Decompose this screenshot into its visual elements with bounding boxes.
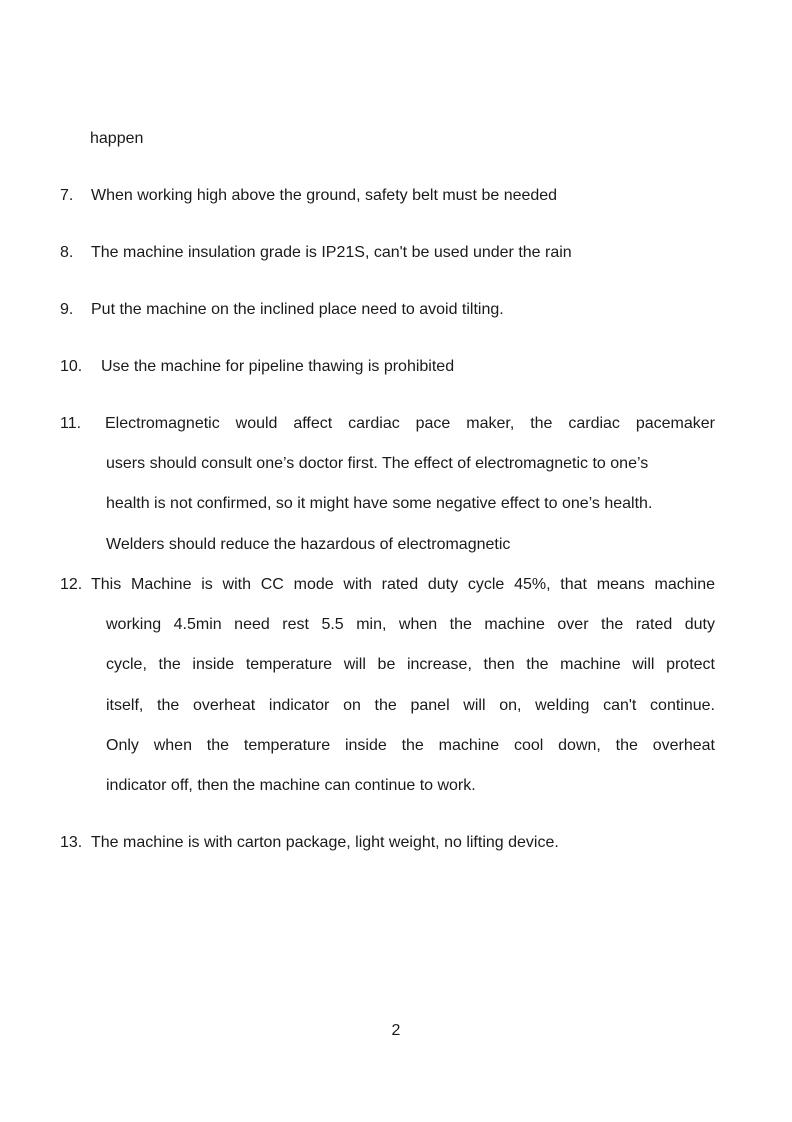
item-text-line: health is not confirmed, so it might have some negative effect to one’s health. [106, 495, 653, 512]
item-number: 7. [60, 187, 74, 204]
item-text: When working high above the ground, safety belt must be needed [91, 187, 558, 204]
item-number: 12. [60, 576, 83, 593]
list-item [60, 357, 454, 377]
list-item [60, 186, 557, 206]
item-text: The machine insulation grade is IP21S, can't be used under the rain [91, 244, 572, 261]
continuation-text: happen [90, 130, 144, 147]
item-number: 9. [60, 301, 74, 318]
item-text: Put the machine on the inclined place need to avoid tilting. [91, 301, 504, 318]
item-text-line: Only when the temperature inside the machine cool down, the overheat [106, 737, 715, 754]
item-text-line: This Machine is with CC mode with rated duty cycle 45%, that means machine [91, 576, 715, 593]
page-number: 2 [391, 1022, 401, 1039]
item-text: Use the machine for pipeline thawing is prohibited [101, 358, 455, 375]
item-number: 8. [60, 244, 74, 261]
item-text-line: cycle, the inside temperature will be increase, then the machine will protect [106, 656, 715, 673]
item-number: 10. [60, 358, 83, 375]
item-text-line: indicator off, then the machine can continue to work. [106, 777, 476, 794]
item-number: 13. [60, 834, 83, 851]
list-item [60, 243, 572, 263]
item-text: The machine is with carton package, light weight, no lifting device. [91, 834, 559, 851]
item-text-line: users should consult one’s doctor first. The effect of electromagnetic to one’s [106, 455, 649, 472]
list-item [60, 300, 504, 320]
item-number: 11. [60, 415, 82, 432]
item-text-line: Welders should reduce the hazardous of electromagnetic [106, 536, 511, 553]
list-item [60, 833, 559, 853]
item-text-line: Electromagnetic would affect cardiac pace maker, the cardiac pacemaker [105, 415, 715, 432]
item-text-line: working 4.5min need rest 5.5 min, when the machine over the rated duty [106, 616, 715, 633]
item-text-line: itself, the overheat indicator on the panel will on, welding can't continue. [106, 697, 715, 714]
